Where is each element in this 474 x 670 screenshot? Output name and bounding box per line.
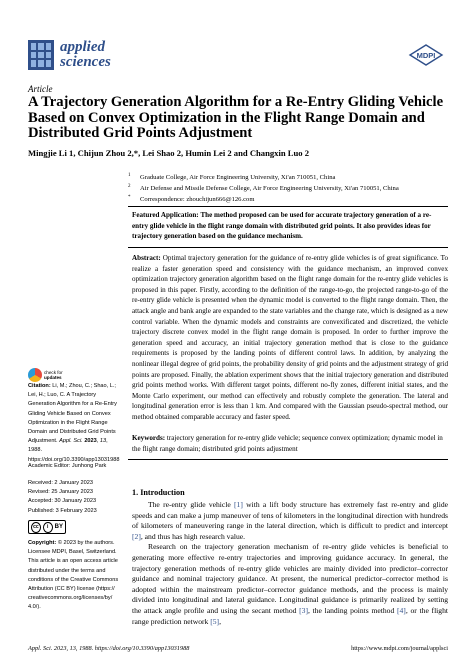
accepted-date: Accepted: 30 January 2023 — [28, 498, 97, 505]
author-list: Mingjie Li 1, Chijun Zhou 2,*, Lei Shao 2, Humin Lei 2 and Changxin Luo 2 — [28, 148, 310, 158]
received-date: Received: 2 January 2023 — [28, 480, 93, 486]
affiliation-2: 2 Air Defense and Missile Defense College, Air Force Engineering University, Xi'an 710051, China — [128, 184, 399, 193]
keywords — [132, 433, 448, 454]
journal-name-line1: applied — [60, 39, 105, 55]
citation-block: Citation: Li, M.; Zhou, C.; Shao, L.; Lei, H.; Luo, C. A Trajectory Generation Algorithm for a Re-Entry Gliding Vehicle Based on Convex Optimization in the Flight Range Domain and Distributed Grid Points Adjustment. Appl. Sci. 2023, 13, 1988. https://doi.org/10.3390/app13031988 — [28, 383, 120, 463]
abstract — [132, 253, 448, 423]
cc-icon: cc — [31, 522, 41, 533]
attribution-icon: i — [43, 522, 53, 533]
correspondence: * Correspondence: zhouchijun666@126.com — [128, 195, 255, 204]
introduction-body — [132, 500, 448, 627]
paper-title: A Trajectory Generation Algorithm for a Re-Entry Gliding Vehicle Based on Convex Optimization in the Flight Range Domain and Distributed Grid Points Adjustment — [28, 94, 444, 142]
citation-link[interactable]: [3] — [299, 605, 309, 615]
check-for-updates-icon — [28, 368, 42, 382]
cc-license-badge[interactable]: cc i BY — [28, 520, 66, 534]
journal-name-line2: sciences — [60, 54, 111, 70]
published-date: Published: 3 February 2023 — [28, 507, 97, 514]
featured-application — [132, 210, 445, 242]
article-type: Article — [28, 84, 53, 94]
abstract-label: Abstract: — [132, 254, 161, 262]
divider — [128, 206, 448, 207]
footer-journal-url[interactable]: https://www.mdpi.com/journal/applsci — [351, 645, 448, 652]
copyright-block: Copyright: © 2023 by the authors. Licensee MDPI, Basel, Switzerland. This article is an open access article distributed under the terms and conditions of the Creative Commons Attribution (CC BY) license (https:// creativecommons.org/licenses/by/ 4.0/). — [28, 540, 119, 611]
affiliation-1: 1 Graduate College, Air Force Engineering University, Xi'an 710051, China — [128, 173, 336, 182]
check-for-updates-button[interactable]: check for updates — [28, 366, 72, 382]
featured-label: Featured Application: — [132, 211, 199, 219]
divider — [128, 247, 448, 248]
academic-editor: Academic Editor: Junhong Park — [28, 463, 107, 469]
publisher-name: MDPI — [416, 51, 436, 60]
section-title: 1. Introduction — [132, 488, 185, 497]
mdpi-logo-icon — [408, 44, 444, 66]
divider — [128, 459, 448, 460]
paragraph: Research on the trajectory generation mechanism of re-entry glide vehicles is beneficial to generating more effective re-entry trajectories and improving guidance accuracy. In general, the trajectory generation methods of re-entry glide vehicles are mainly divided into predictor–corrector guidance and nominal trajectory guidance. At present, the numerical predictor–corrector method is adopted within the mainstream predictor–corrector guidance methods, and the process is mainly divided into longitudinal and lateral guidance. Longitudinal guidance is primarily realized by setting the attack angle profile and using the secant method [3], the landing points method [4], or the flight range prediction network [5], — [132, 542, 448, 626]
citation-link[interactable]: [5] — [210, 616, 220, 626]
keywords-text: trajectory generation for re-entry glide vehicle; sequence convex optimization; dynamic model in the flight range domain; distributed grid points adjustment — [132, 434, 443, 453]
abstract-text: Optimal trajectory generation for the guidance of re-entry glide vehicles is of great significance. To realize a faster generation speed and consistency with the guidance mechanism, an improved convex optimization trajectory generation algorithm based on the flight range domain for the re-entry glide vehicles is proposed in this paper. Firstly, according to the definition of the range-to-go, the projected range-to-go of the re-entry glide vehicle is presented when the dynamic model is converted to the flight range domain. Then, the attack angle and bank angle are expanded to the state variables and the change rate, which is designed as a new control variable. When the dynamic models and constraints are convexificated and discretized, the vehicle trajectory discrete convex model in the flight range domain is proposed. In order to further improve the generation speed and accuracy, an initial trajectory generation method that is close to the guidance requirements is proposed by the landing points of different control laws. In addition, by analyzing the nonlinear illegal degree of grid points, the probability density of grid points and the adjustment strategy of grid points are proposed. Finally, the ablation experiment shows that the initial trajectory generation and distributed grid points method works. With different target points, different no-fly zones, different initial states, and the Monte Carlo experiment, our method can effectively and robustly complete the generation. The lateral and longitudinal generation error is less than 1 km. And compared with the Gaussian pseudo-spectral method, our method obtained comparable accuracy and faster speed. — [132, 254, 448, 421]
featured-text: The method proposed can be used for accurate trajectory generation of a re-entry glide vehicle in the flight range domain with distributed grid points. It also provides ideas for trajectory generation based on the guidance mechanism. — [132, 211, 432, 241]
journal-name — [60, 40, 111, 70]
citation-link[interactable]: [1] — [234, 500, 243, 509]
revised-date: Revised: 25 January 2023 — [28, 489, 93, 496]
paragraph: The re-entry glide vehicle [1] with a lift body structure has extremely fast re-entry and glide speeds and can make a jump maneuver of tens of kilometers in the longitudinal direction with hundreds of kilometers of maneuvering range in the lateral direction, which is difficult to predict and intercept [2], and thus has high research value. — [132, 500, 448, 541]
journal-logo-icon — [28, 40, 54, 70]
citation-link[interactable]: [4] — [396, 605, 406, 615]
affiliations — [128, 171, 448, 205]
citation-link[interactable]: [2] — [132, 531, 141, 541]
keywords-label: Keywords: — [132, 434, 166, 442]
footer-citation: Appl. Sci. 2023, 13, 1988. https://doi.org/10.3390/app13031988 — [28, 645, 190, 652]
dates-block — [28, 479, 120, 516]
